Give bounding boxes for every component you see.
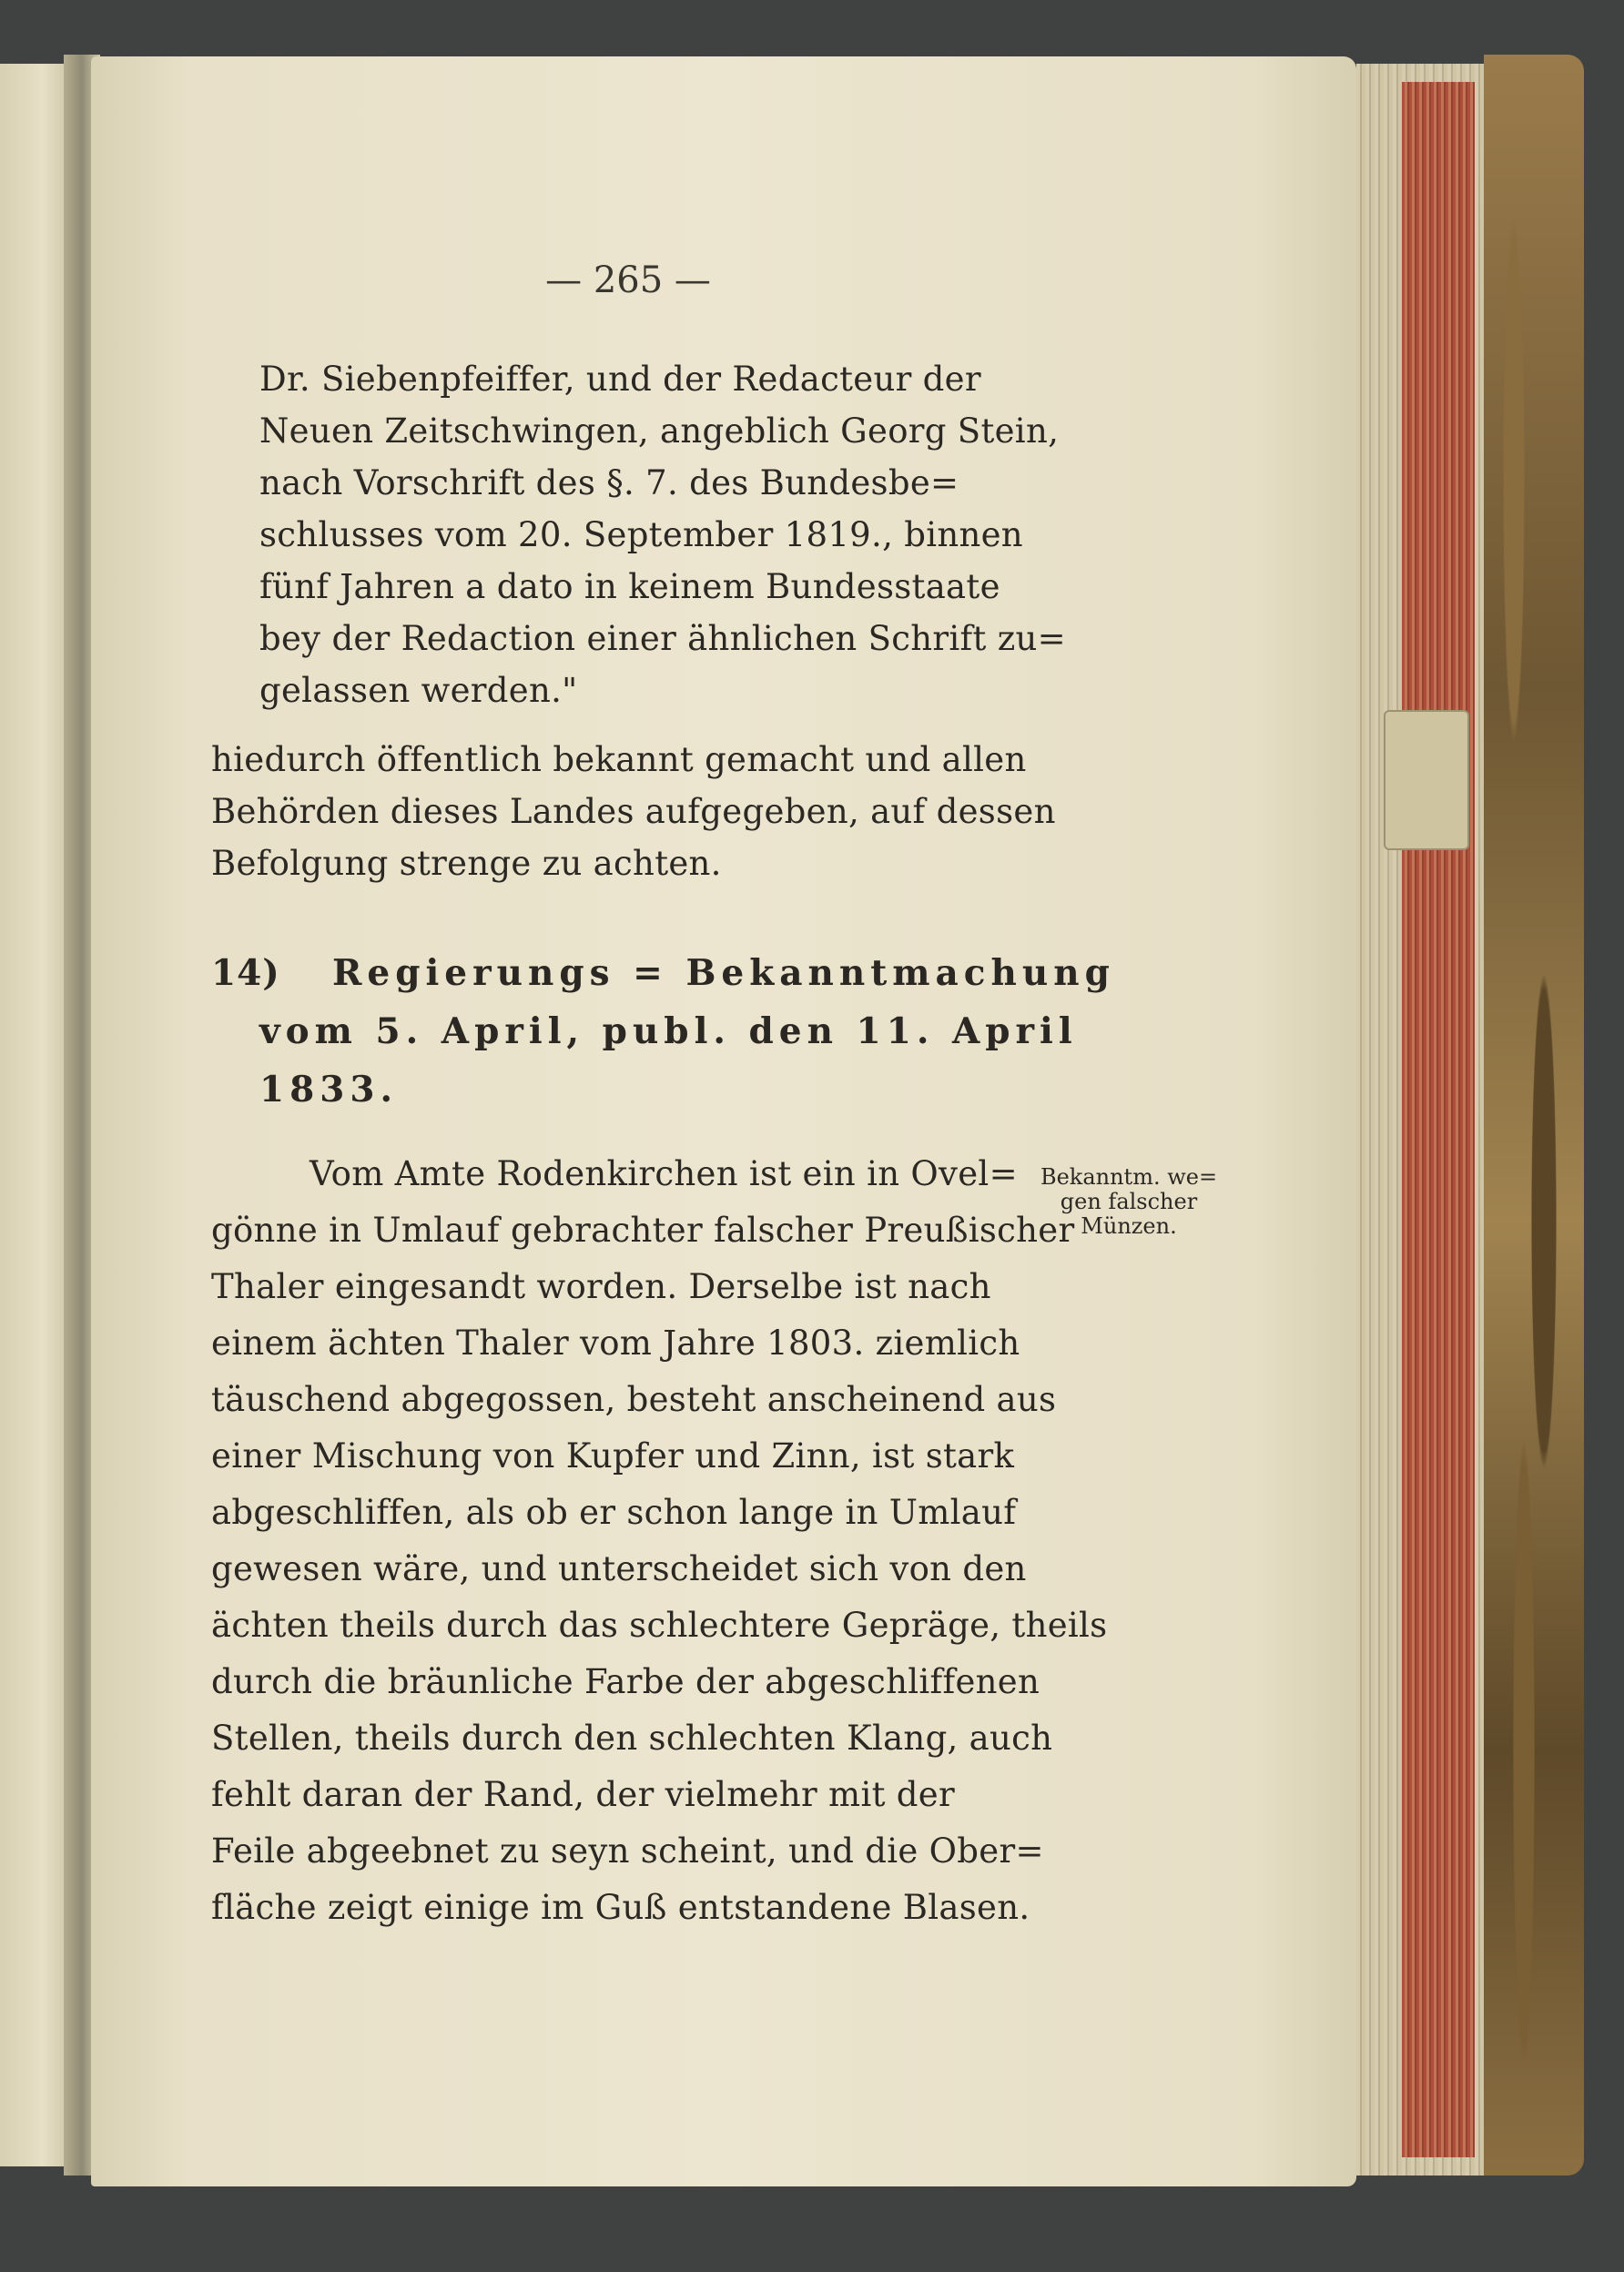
text-line: gönne in Umlauf gebrachter falscher Preußischer <box>211 1211 1075 1250</box>
text-line: ächten theils durch das schlechtere Gepräge, theils <box>211 1606 1108 1645</box>
text-line: abgeschliffen, als ob er schon lange in Umlauf <box>211 1493 1017 1532</box>
text-line: Behörden dieses Landes aufgegeben, auf dessen <box>211 792 1056 831</box>
margin-note-line: Münzen. <box>1081 1213 1177 1239</box>
text-line: nach Vorschrift des §. 7. des Bundesbe= <box>259 463 959 502</box>
text-line: gelassen werden." <box>259 671 578 710</box>
text-line: hiedurch öffentlich bekannt gemacht und allen <box>211 740 1027 779</box>
text-line: fläche zeigt einige im Guß entstandene Blasen. <box>211 1888 1030 1927</box>
marbled-cover <box>1484 55 1584 2176</box>
text-line: fünf Jahren a dato in keinem Bundesstaate <box>259 567 1000 606</box>
text-line: schlusses vom 20. September 1819., binnen <box>259 515 1023 554</box>
entry-number: 14) <box>211 952 280 994</box>
text-line: bey der Redaction einer ähnlichen Schrift zu= <box>259 619 1066 658</box>
margin-note <box>1024 1165 1233 1239</box>
text-line: Thaler eingesandt worden. Derselbe ist nach <box>211 1267 991 1306</box>
text-line: Neuen Zeitschwingen, angeblich Georg Stein, <box>259 411 1060 451</box>
text-line: einem ächten Thaler vom Jahre 1803. ziemlich <box>211 1324 1020 1363</box>
paper-tab <box>1384 710 1469 850</box>
entry-title-line: 1833. <box>259 1069 399 1111</box>
page-number: — 265 — <box>545 259 711 301</box>
text-line: Stellen, theils durch den schlechten Klang, auch <box>211 1719 1053 1758</box>
entry-title-line: vom 5. April, publ. den 11. April <box>259 1010 1078 1052</box>
text-line: Vom Amte Rodenkirchen ist ein in Ovel= <box>310 1154 1018 1193</box>
red-page-edge <box>1402 82 1475 2157</box>
margin-note-line: gen falscher <box>1060 1189 1198 1214</box>
left-page-edge <box>0 64 71 2166</box>
text-line: Feile abgeebnet zu seyn scheint, und die Ober= <box>211 1831 1044 1871</box>
text-line: einer Mischung von Kupfer und Zinn, ist stark <box>211 1436 1015 1476</box>
text-line: täuschend abgegossen, besteht anscheinend aus <box>211 1380 1057 1419</box>
text-line: durch die bräunliche Farbe der abgeschliffenen <box>211 1662 1040 1701</box>
text-line: gewesen wäre, und unterscheidet sich von den <box>211 1549 1027 1588</box>
text-line: Befolgung strenge zu achten. <box>211 844 722 883</box>
text-line: Dr. Siebenpfeiffer, und der Redacteur der <box>259 360 981 399</box>
margin-note-line: Bekanntm. we= <box>1040 1164 1218 1190</box>
entry-title-line: Regierungs = Bekanntmachung <box>332 952 1115 994</box>
text-line: fehlt daran der Rand, der vielmehr mit der <box>211 1775 955 1814</box>
